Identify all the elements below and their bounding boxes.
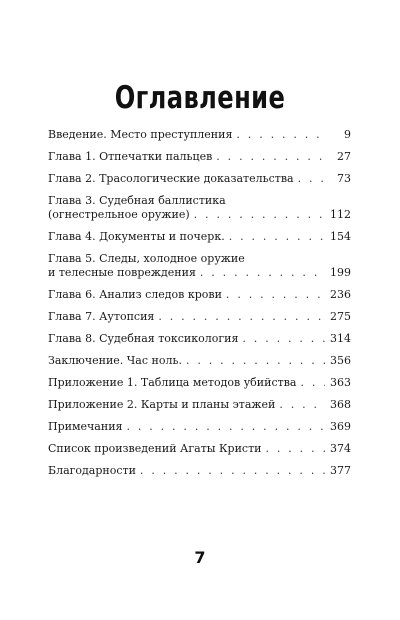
dot-leader bbox=[226, 288, 325, 302]
toc-entry-page: 27 bbox=[337, 150, 351, 163]
toc-entry[interactable] bbox=[48, 252, 351, 280]
toc-entry-label: Глава 7. Аутопсия bbox=[48, 310, 155, 323]
toc-entry-page: 314 bbox=[330, 332, 351, 345]
toc-entry-label: Приложение 1. Таблица методов убийства bbox=[48, 376, 297, 389]
toc-entry-label: Приложение 2. Карты и планы этажей bbox=[48, 398, 276, 411]
toc-entry-label: Список произведений Агаты Кристи bbox=[48, 442, 262, 455]
dot-leader bbox=[279, 398, 325, 412]
toc-entry-page: 363 bbox=[330, 376, 351, 389]
toc-entry[interactable] bbox=[48, 398, 351, 412]
dot-leader bbox=[242, 332, 325, 346]
toc-entry-page: 374 bbox=[330, 442, 351, 455]
page-title: Оглавление bbox=[114, 80, 286, 116]
toc-entry-label: Глава 6. Анализ следов крови bbox=[48, 288, 222, 301]
page-number: 7 bbox=[194, 548, 206, 567]
toc-entry-page: 236 bbox=[330, 288, 351, 301]
dot-leader bbox=[140, 464, 325, 478]
toc-entry-label: Глава 5. Следы, холодное оружие bbox=[48, 252, 245, 265]
toc-entry-label: Глава 4. Документы и почерк. bbox=[48, 230, 225, 243]
toc-entry-label: Примечания bbox=[48, 420, 123, 433]
toc-entry-page: 154 bbox=[330, 230, 351, 243]
dot-leader bbox=[158, 310, 325, 324]
toc-entry[interactable] bbox=[48, 310, 351, 324]
toc-entry-page: 356 bbox=[330, 354, 351, 367]
dot-leader bbox=[216, 150, 325, 164]
toc-entry-label: Глава 3. Судебная баллистика bbox=[48, 194, 226, 207]
toc-entry-label: и телесные повреждения bbox=[48, 266, 196, 279]
toc-entry-page: 9 bbox=[344, 128, 351, 141]
toc-entry[interactable] bbox=[48, 230, 351, 244]
toc-entry[interactable] bbox=[48, 376, 351, 390]
dot-leader bbox=[236, 128, 325, 142]
toc-entry[interactable] bbox=[48, 288, 351, 302]
toc-list bbox=[48, 128, 351, 486]
dot-leader bbox=[200, 266, 325, 280]
toc-entry-label: (огнестрельное оружие) bbox=[48, 208, 190, 221]
toc-entry[interactable] bbox=[48, 172, 351, 186]
toc-entry[interactable] bbox=[48, 150, 351, 164]
dot-leader bbox=[126, 420, 325, 434]
dot-leader bbox=[298, 172, 325, 186]
toc-entry[interactable] bbox=[48, 128, 351, 142]
toc-entry-label: Глава 2. Трасологические доказательства bbox=[48, 172, 294, 185]
toc-entry-label: Глава 1. Отпечатки пальцев bbox=[48, 150, 213, 163]
toc-entry-label: Заключение. Час ноль. bbox=[48, 354, 182, 367]
toc-entry[interactable] bbox=[48, 194, 351, 222]
toc-entry-page: 73 bbox=[337, 172, 351, 185]
toc-entry[interactable] bbox=[48, 464, 351, 478]
toc-entry-label: Глава 8. Судебная токсикология bbox=[48, 332, 239, 345]
dot-leader bbox=[229, 230, 325, 244]
toc-entry-page: 199 bbox=[330, 266, 351, 279]
toc-entry-page: 368 bbox=[330, 398, 351, 411]
dot-leader bbox=[186, 354, 325, 368]
toc-entry-label: Введение. Место преступления bbox=[48, 128, 233, 141]
dot-leader bbox=[300, 376, 325, 390]
toc-entry-label: Благодарности bbox=[48, 464, 136, 477]
toc-entry-page: 377 bbox=[330, 464, 351, 477]
toc-entry[interactable] bbox=[48, 442, 351, 456]
toc-entry-page: 369 bbox=[330, 420, 351, 433]
toc-entry[interactable] bbox=[48, 354, 351, 368]
toc-entry-page: 275 bbox=[330, 310, 351, 323]
dot-leader bbox=[194, 208, 325, 222]
dot-leader bbox=[266, 442, 326, 456]
toc-entry[interactable] bbox=[48, 420, 351, 434]
toc-entry[interactable] bbox=[48, 332, 351, 346]
toc-entry-page: 112 bbox=[330, 208, 351, 221]
